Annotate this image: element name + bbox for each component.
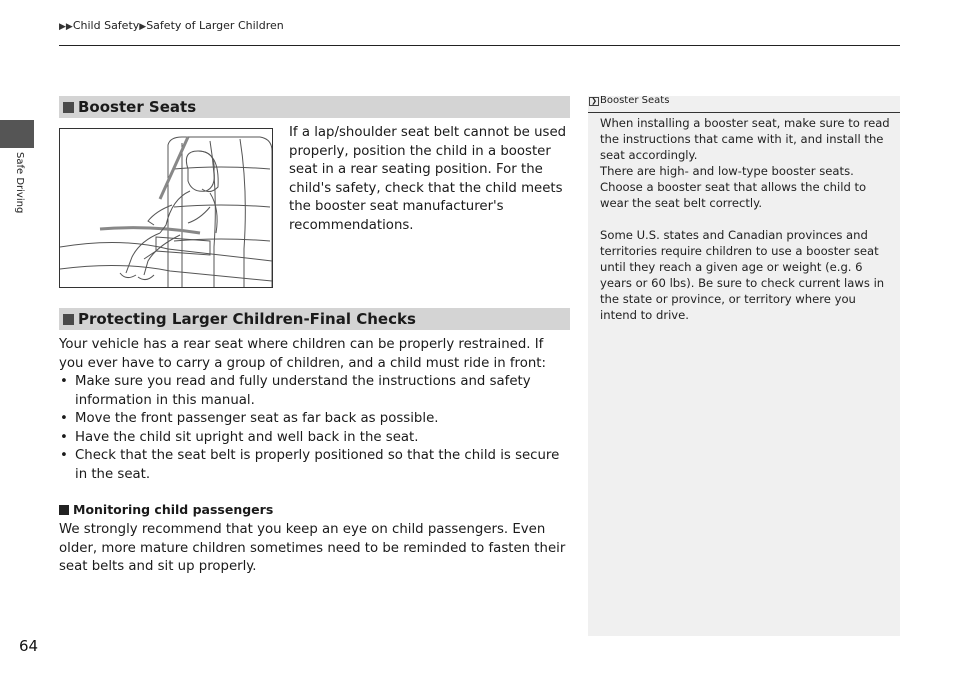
monitoring-title: Monitoring child passengers: [73, 502, 274, 517]
final-checks-heading: [59, 308, 570, 330]
final-checks-list: [59, 373, 571, 485]
sidebar-note-heading[interactable]: [589, 95, 669, 106]
final-checks-title: Protecting Larger Children-Final Checks: [78, 310, 416, 328]
sidebar-paragraph: There are high- and low-type booster seats. Choose a booster seat that allows the child to wear the seat belt correctly.: [600, 164, 867, 210]
breadcrumb-chapter[interactable]: Child Safety: [72, 19, 140, 32]
chapter-tab-label: Safe Driving: [14, 152, 25, 214]
list-item: • Move the front passenger seat as far back as possible.: [59, 410, 571, 429]
monitoring-heading: [59, 502, 273, 517]
list-item: • Have the child sit upright and well back in the seat.: [59, 429, 571, 448]
sidebar-divider: [588, 112, 900, 113]
sidebar-note-title: Booster Seats: [600, 95, 670, 106]
list-item: • Check that the seat belt is properly positioned so that the child is secure in the seat.: [59, 447, 571, 484]
chapter-tab-marker: [0, 120, 34, 148]
heading-square-icon: [63, 102, 74, 113]
booster-seats-title: Booster Seats: [78, 98, 197, 116]
list-item: • Make sure you read and fully understand the instructions and safety information in this manual.: [59, 373, 571, 410]
breadcrumb: [59, 19, 284, 32]
booster-seats-heading: [59, 96, 570, 118]
sidebar-paragraph: Some U.S. states and Canadian provinces and territories require children to use a booster seat until they reach a given age or weight (e.g. 6 years or 60 lbs). Be sure to check current laws in the state or province, or territory where you intend to drive.: [600, 228, 885, 322]
sidebar-note-body: [600, 115, 892, 323]
header-divider: [59, 45, 900, 46]
subheading-square-icon: [59, 505, 69, 515]
monitoring-body: We strongly recommend that you keep an eye on child passengers. Even older, more mature children sometimes need to be reminded to fasten their seat belts and sit up properly.: [59, 522, 566, 575]
breadcrumb-separator-icon: ▶: [139, 22, 147, 32]
booster-seat-illustration: [59, 128, 273, 288]
heading-square-icon: [63, 314, 74, 325]
child-in-booster-seat-drawing: [60, 129, 272, 287]
page-number: 64: [19, 637, 39, 655]
breadcrumb-arrow-icon: ▶▶: [59, 22, 73, 32]
booster-seats-body: If a lap/shoulder seat belt cannot be used properly, position the child in a booster seat in a rear seating position. For the child's safety, check that the child meets the booster seat manufacturer's recommendations.: [289, 125, 567, 233]
cross-reference-icon: ❯: [589, 97, 599, 106]
final-checks-intro: Your vehicle has a rear seat where children can be properly restrained. If you ever have to carry a group of children, and a child must ride in front:: [59, 337, 546, 371]
sidebar-paragraph: When installing a booster seat, make sure to read the instructions that came with it, and install the seat accordingly.: [600, 116, 890, 162]
breadcrumb-section[interactable]: Safety of Larger Children: [146, 19, 284, 32]
